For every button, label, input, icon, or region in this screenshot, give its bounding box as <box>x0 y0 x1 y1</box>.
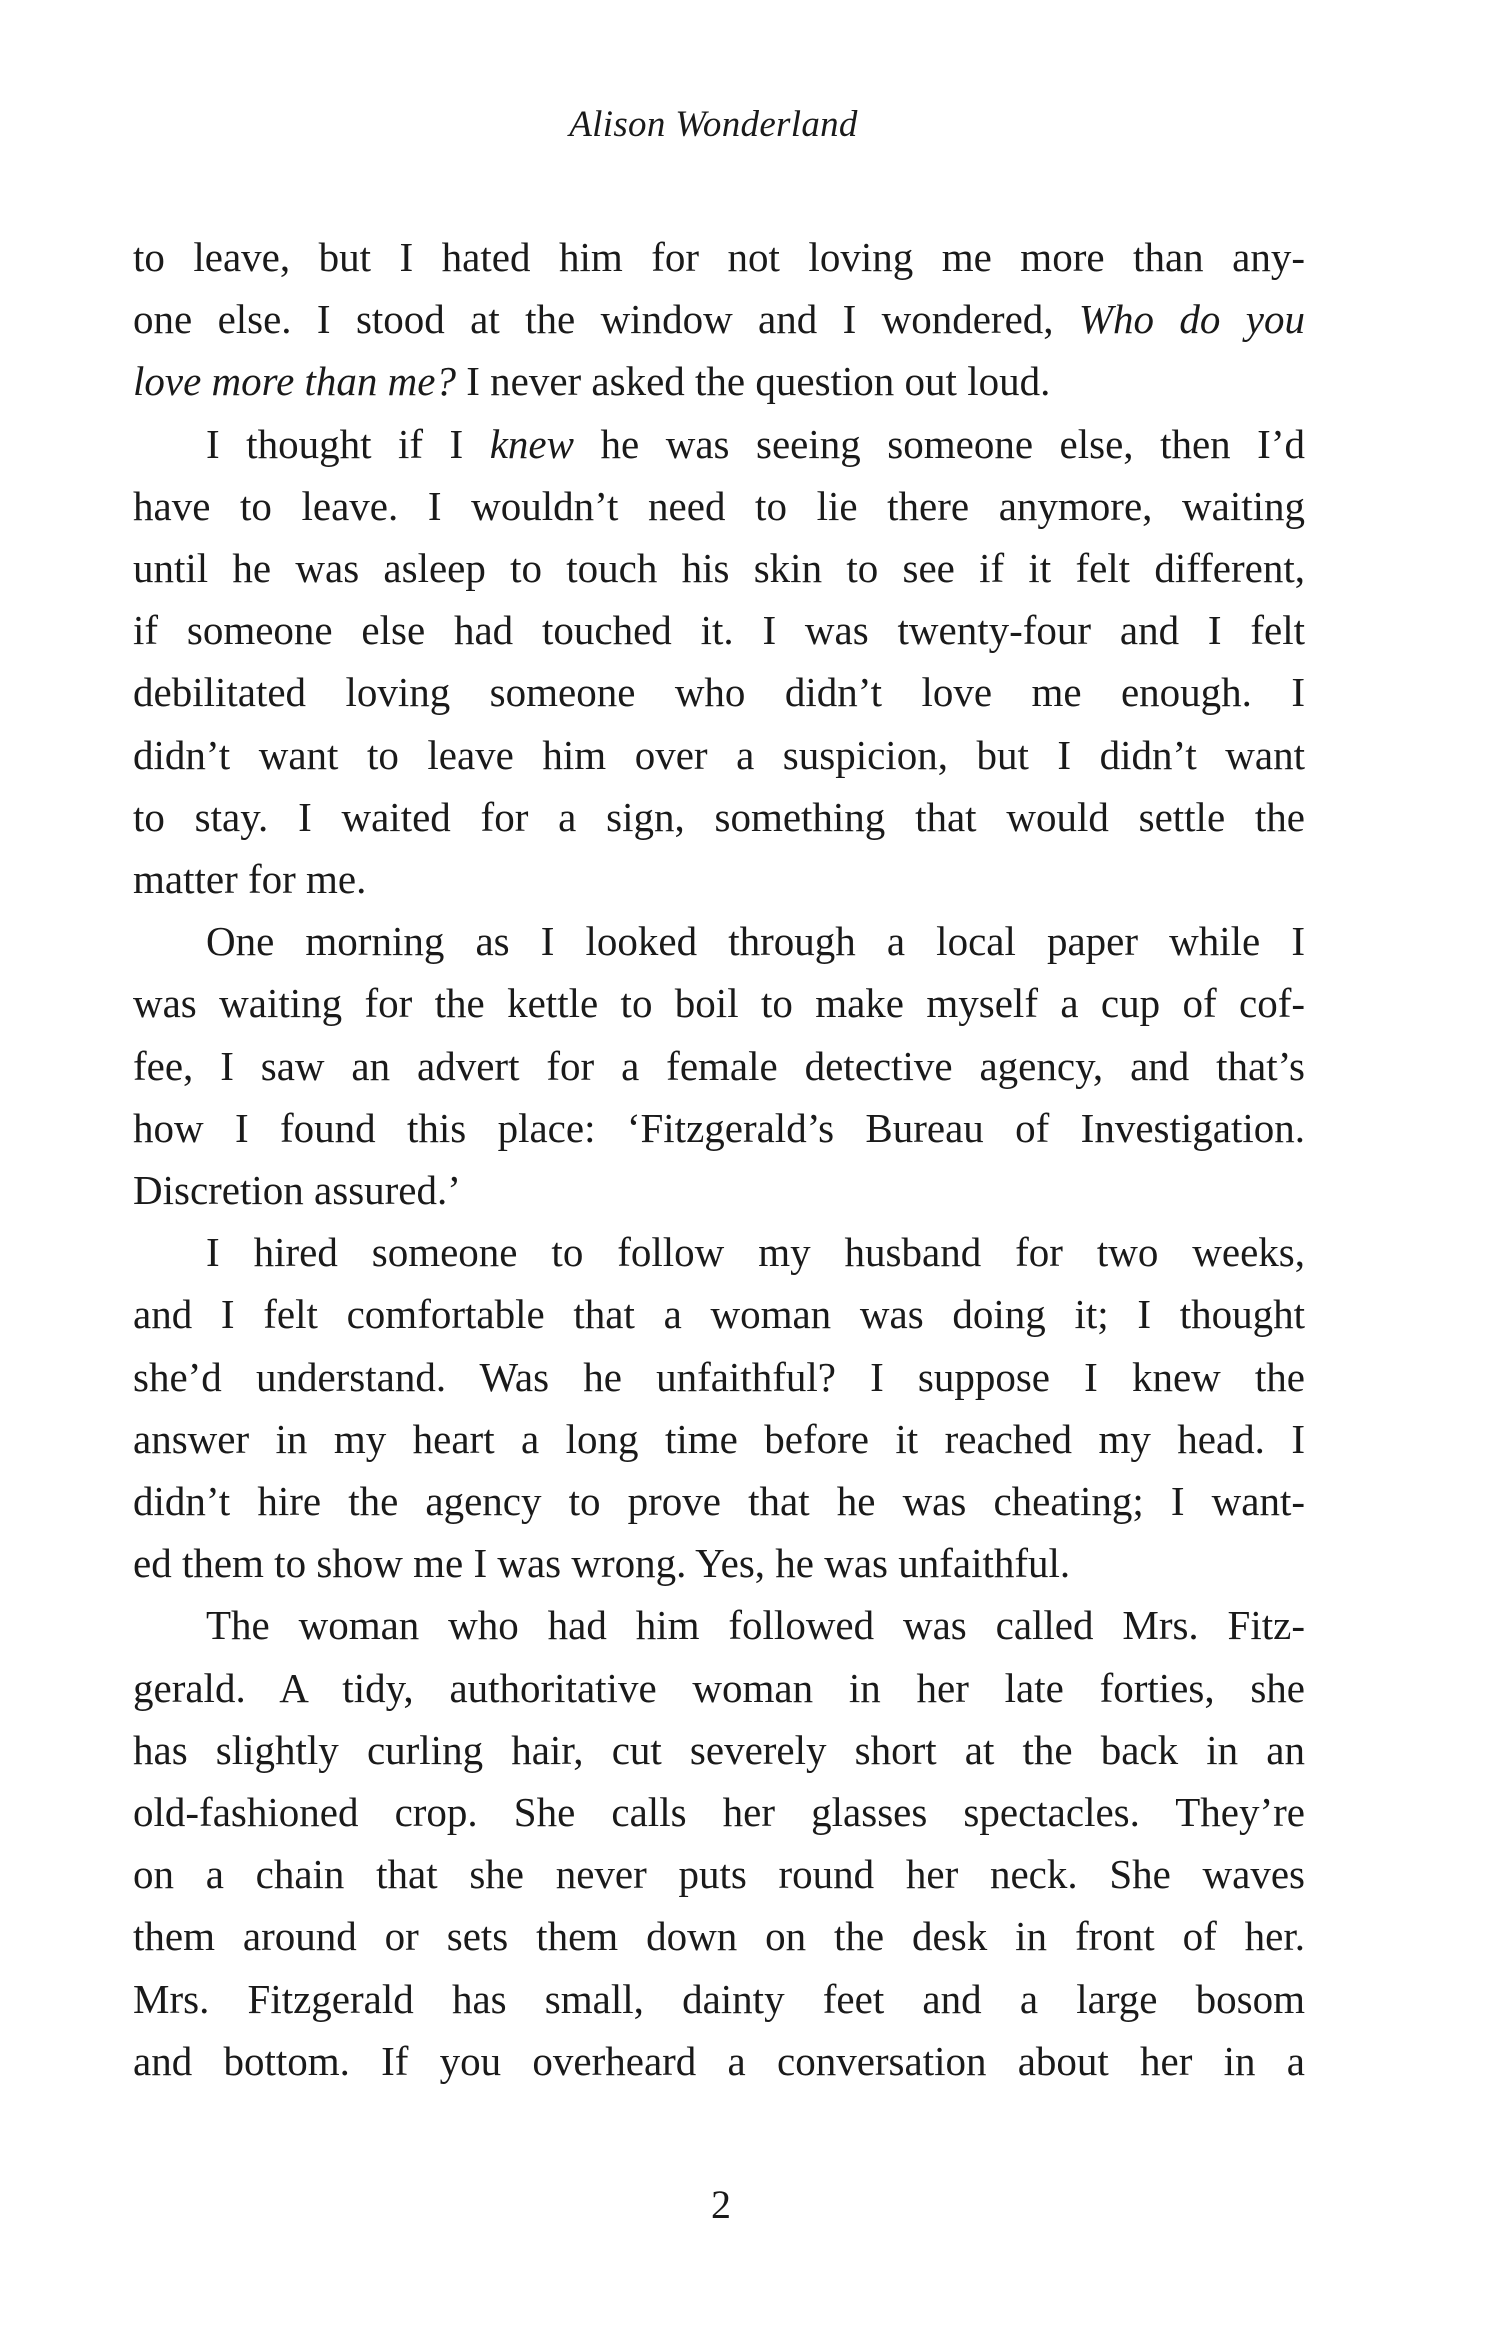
text-line <box>133 1657 1305 1719</box>
text-run: I never asked the question out loud. <box>455 358 1051 405</box>
text-line <box>133 1781 1305 1843</box>
text-run: has slightly curling hair, cut severely short at the back in an <box>133 1726 1305 1773</box>
paragraph <box>133 226 1305 413</box>
text-line <box>133 537 1305 599</box>
text-line <box>133 848 1305 910</box>
text-run: matter for me. <box>133 856 367 903</box>
text-line <box>133 1968 1305 2030</box>
text-line <box>133 413 1305 475</box>
text-line <box>133 1221 1305 1283</box>
text-line <box>133 661 1305 723</box>
paragraph <box>133 1594 1305 2092</box>
text-line <box>133 724 1305 786</box>
text-run: didn’t hire the agency to prove that he was cheating; I want- <box>133 1478 1305 1525</box>
text-line <box>133 226 1305 288</box>
italic-text-run: love more than me? <box>133 358 456 405</box>
text-run: have to leave. I wouldn’t need to lie there anymore, waiting <box>133 482 1305 529</box>
text-line <box>133 1719 1305 1781</box>
paragraph <box>133 910 1305 1221</box>
text-line <box>133 910 1305 972</box>
text-line <box>133 599 1305 661</box>
text-line <box>133 1283 1305 1345</box>
text-run: didn’t want to leave him over a suspicion, but I didn’t want <box>133 731 1305 778</box>
text-run: ed them to show me I was wrong. Yes, he was unfaithful. <box>133 1540 1071 1587</box>
text-run: and I felt comfortable that a woman was doing it; I thought <box>133 1291 1305 1338</box>
text-run: and bottom. If you overheard a conversation about her in a <box>133 2037 1305 2084</box>
text-line <box>133 2030 1305 2092</box>
text-run: Discretion assured.’ <box>133 1167 461 1214</box>
paragraph <box>133 413 1305 911</box>
text-run: debilitated loving someone who didn’t love me enough. I <box>133 669 1305 716</box>
text-run: on a chain that she never puts round her neck. She waves <box>133 1851 1305 1898</box>
text-line <box>133 1470 1305 1532</box>
text-run: to leave, but I hated him for not loving me more than any- <box>133 234 1305 280</box>
text-line <box>133 350 1305 412</box>
text-run: old-fashioned crop. She calls her glasses spectacles. They’re <box>133 1789 1305 1836</box>
text-line <box>133 1905 1305 1967</box>
running-head: Alison Wonderland <box>569 104 858 145</box>
text-run: fee, I saw an advert for a female detective agency, and that’s <box>133 1042 1305 1089</box>
text-run: answer in my heart a long time before it reached my head. I <box>133 1415 1305 1462</box>
text-line <box>133 1097 1305 1159</box>
italic-text-run: Who do you <box>1078 296 1305 343</box>
text-run: she’d understand. Was he unfaithful? I suppose I knew the <box>133 1353 1305 1400</box>
text-run: until he was asleep to touch his skin to see if it felt different, <box>133 545 1305 592</box>
text-run: One morning as I looked through a local paper while I <box>206 918 1305 965</box>
text-line <box>133 1035 1305 1097</box>
text-line <box>133 1159 1305 1221</box>
italic-text-run: knew <box>489 420 574 467</box>
text-run: one else. I stood at the window and I wondered, <box>133 296 1079 343</box>
text-run: if someone else had touched it. I was twenty-four and I felt <box>133 607 1305 654</box>
text-line <box>133 1346 1305 1408</box>
text-run: I hired someone to follow my husband for two weeks, <box>206 1229 1305 1276</box>
text-line <box>133 786 1305 848</box>
page-number: 2 <box>711 2182 731 2227</box>
text-line <box>133 1843 1305 1905</box>
text-run: The woman who had him followed was called Mrs. Fitz- <box>206 1602 1305 1649</box>
text-line <box>133 288 1305 350</box>
text-line <box>133 475 1305 537</box>
text-run: he was seeing someone else, then I’d <box>573 420 1305 467</box>
text-run: them around or sets them down on the desk in front of her. <box>133 1913 1305 1960</box>
text-run: to stay. I waited for a sign, something that would settle the <box>133 793 1305 840</box>
text-run: gerald. A tidy, authoritative woman in her late forties, she <box>133 1664 1305 1711</box>
text-run: how I found this place: ‘Fitzgerald’s Bureau of Investigation. <box>133 1104 1305 1151</box>
text-run: Mrs. Fitzgerald has small, dainty feet and a large bosom <box>133 1975 1305 2022</box>
text-run: was waiting for the kettle to boil to make myself a cup of cof- <box>133 980 1305 1027</box>
text-line <box>133 1594 1305 1656</box>
text-line <box>133 972 1305 1034</box>
text-line <box>133 1532 1305 1594</box>
text-line <box>133 1408 1305 1470</box>
text-run: I thought if I <box>206 420 490 467</box>
paragraph <box>133 1221 1305 1594</box>
body-text <box>133 226 1305 2092</box>
